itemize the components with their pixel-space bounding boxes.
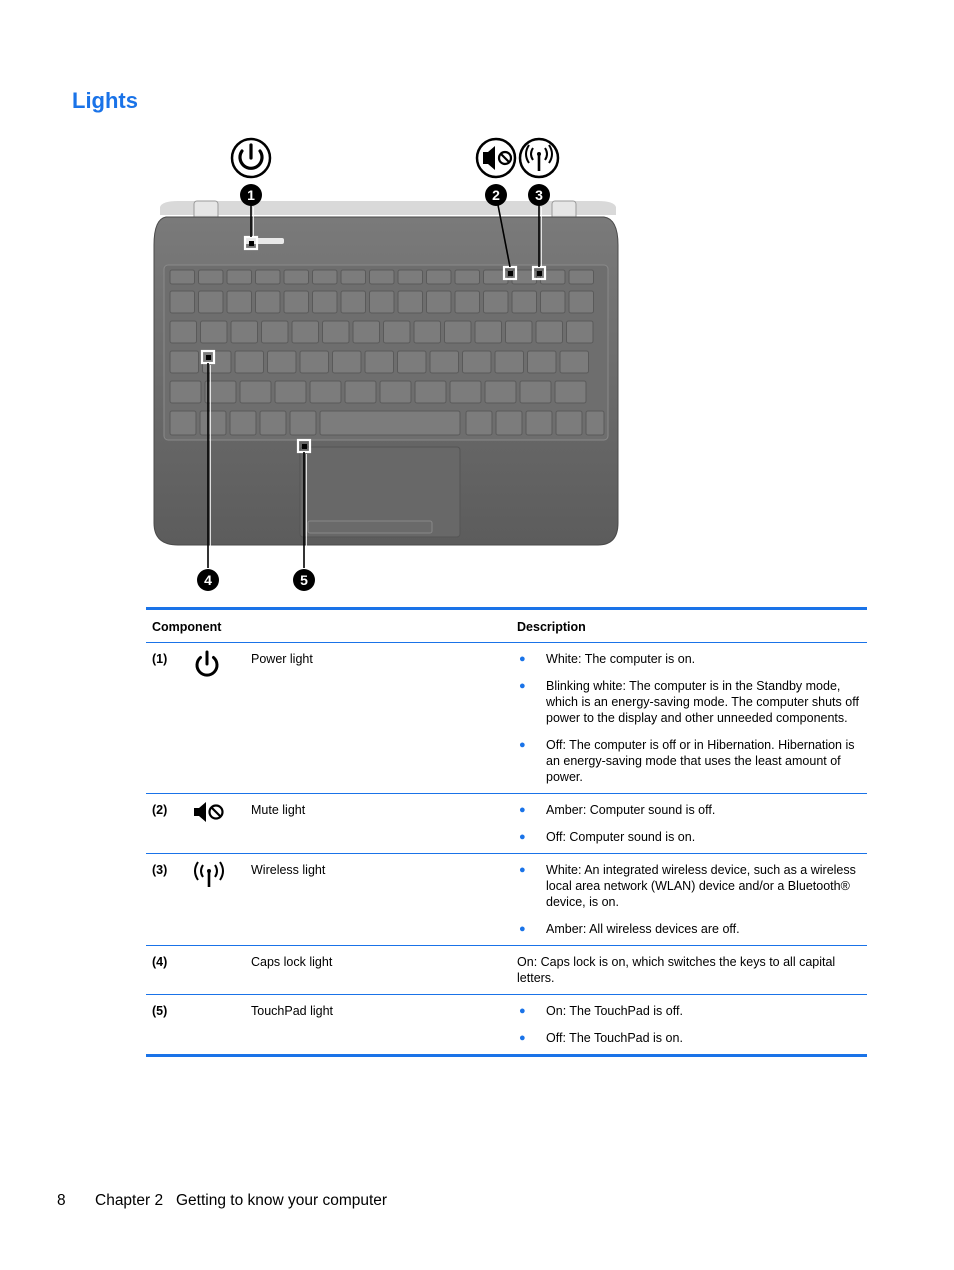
description-text: Amber: Computer sound is off.: [546, 803, 716, 817]
keyboard-key: [205, 381, 236, 403]
marker-dot-caps: [206, 355, 211, 360]
keyboard-key: [414, 321, 441, 343]
row-number: (5): [152, 1004, 168, 1018]
keyboard-key: [445, 321, 472, 343]
callout-1: [240, 184, 262, 206]
description-text: On: Caps lock is on, which switches the keys to all capital letters.: [517, 955, 836, 985]
row-number: (2): [146, 794, 186, 854]
keyboard-key: [427, 291, 452, 313]
keyboard-key: [341, 291, 366, 313]
keyboard-key: [170, 351, 199, 373]
description-item: [517, 1003, 861, 1019]
row-icon-cell: [186, 854, 245, 946]
keyboard-key: [200, 411, 226, 435]
keyboard-key: [170, 291, 195, 313]
callout-1-number: 1: [247, 187, 255, 203]
keyboard-key: [201, 321, 228, 343]
power-icon: [192, 668, 222, 682]
callout-5-number: 5: [300, 572, 308, 588]
keyboard-key: [398, 351, 427, 373]
description-item: [517, 651, 861, 667]
keyboard-key: [284, 270, 309, 284]
description-item: [517, 1030, 861, 1046]
wireless-icon: [192, 877, 226, 891]
page-number: 8: [57, 1192, 66, 1209]
bullet-icon: ●: [519, 923, 526, 935]
table-row: [146, 946, 867, 995]
keyboard-key: [586, 411, 604, 435]
page-footer: [57, 1192, 387, 1210]
laptop-illustration: [148, 135, 628, 600]
bullet-icon: ●: [519, 831, 526, 843]
marker-dot-touchpad: [302, 444, 307, 449]
description-list: [517, 862, 861, 937]
power-icon: [232, 139, 270, 177]
keyboard-key: [415, 381, 446, 403]
keyboard-key: [170, 321, 197, 343]
hinge-strip: [160, 201, 616, 215]
keyboard-key: [284, 291, 309, 313]
description-item: [517, 678, 861, 726]
keyboard-key: [466, 411, 492, 435]
keyboard-key: [353, 321, 380, 343]
keyboard-key: [398, 270, 423, 284]
keyboard-key: [256, 291, 281, 313]
keyboard-key: [567, 321, 594, 343]
bullet-icon: ●: [519, 864, 526, 876]
keyboard-key: [320, 411, 460, 435]
keyboard-key: [485, 381, 516, 403]
component-description: [511, 995, 867, 1055]
keyboard-key: [512, 291, 537, 313]
keyboard-key: [526, 411, 552, 435]
component-name: TouchPad light: [251, 1004, 334, 1018]
description-text: Off: The TouchPad is on.: [546, 1031, 683, 1045]
chapter-title: Chapter 2 Getting to know your computer: [95, 1192, 388, 1209]
keyboard-key: [556, 411, 582, 435]
component-name: Wireless light: [245, 854, 511, 946]
keyboard-key: [484, 291, 509, 313]
callout-3-number: 3: [535, 187, 543, 203]
description-list: [517, 1003, 861, 1046]
bullet-icon: ●: [519, 653, 526, 665]
keyboard-key: [227, 270, 252, 284]
bullet-icon: ●: [519, 1005, 526, 1017]
description-text: Amber: All wireless devices are off.: [546, 922, 740, 936]
keyboard-key: [275, 381, 306, 403]
keyboard-key: [227, 291, 252, 313]
keyboard-key: [370, 270, 395, 284]
marker-dot-power: [249, 241, 254, 246]
keyboard-key: [256, 270, 281, 284]
keyboard-key: [560, 351, 589, 373]
keyboard-key: [310, 381, 341, 403]
description-item: [517, 921, 861, 937]
row-number: (3): [146, 854, 186, 946]
description-text: On: The TouchPad is off.: [546, 1004, 683, 1018]
keyboard-key: [300, 351, 329, 373]
keyboard-key: [463, 351, 492, 373]
row-icon-cell: [186, 946, 245, 995]
keyboard-key: [199, 291, 224, 313]
lights-table: [146, 607, 867, 1057]
description-text: White: An integrated wireless device, such as a wireless local area network (WLAN) device and/or a Bluetooth® device, is on.: [546, 863, 856, 909]
keyboard-key: [170, 381, 201, 403]
description-item: [517, 829, 861, 845]
keyboard-key: [235, 351, 264, 373]
component-name: Mute light: [245, 794, 511, 854]
row-icon-cell: [186, 643, 245, 794]
table-header-row: [146, 610, 867, 643]
header-component: Component: [146, 610, 511, 643]
description-list: [517, 651, 861, 785]
keyboard-key: [475, 321, 502, 343]
keyboard-key: [345, 381, 376, 403]
keyboard-key: [240, 381, 271, 403]
wireless-icon: [520, 139, 558, 177]
keyboard-key: [323, 321, 350, 343]
bullet-icon: ●: [519, 804, 526, 816]
keyboard-key: [520, 381, 551, 403]
keyboard-key: [495, 351, 524, 373]
keyboard-key: [450, 381, 481, 403]
component-description: [511, 794, 867, 854]
component-name: Power light: [245, 643, 511, 794]
keyboard-key: [199, 270, 224, 284]
component-description: [511, 946, 867, 995]
keyboard-key: [333, 351, 362, 373]
bullet-icon: ●: [519, 680, 526, 692]
description-item: [517, 862, 861, 910]
component-description: [511, 643, 867, 794]
keyboard-key: [555, 381, 586, 403]
callout-2-number: 2: [492, 187, 500, 203]
keyboard-key: [380, 381, 411, 403]
callout-3: [528, 184, 550, 206]
keyboard-key: [528, 351, 557, 373]
keyboard-key: [506, 321, 533, 343]
description-text: Blinking white: The computer is in the Standby mode, which is an energy-saving mode. The computer shuts off power to the display and other unneeded components.: [546, 679, 859, 725]
touchpad-buttons: [308, 521, 432, 533]
table-row: [146, 794, 867, 854]
bullet-icon: ●: [519, 1032, 526, 1044]
laptop-lights-figure: [148, 135, 628, 600]
mute-icon: [192, 813, 226, 827]
keyboard-key: [398, 291, 423, 313]
row-number: (1): [146, 643, 186, 794]
keyboard-key: [170, 270, 195, 284]
description-list: [517, 802, 861, 845]
mute-icon: [477, 139, 515, 177]
keyboard-key: [541, 291, 566, 313]
keyboard-key: [292, 321, 319, 343]
marker-dot-wireless: [537, 271, 542, 276]
description-text: White: The computer is on.: [546, 652, 696, 666]
description-item: [517, 802, 861, 818]
keyboard-key: [455, 291, 480, 313]
page-title: Lights: [72, 88, 138, 113]
keyboard-key: [365, 351, 394, 373]
keyboard-key: [496, 411, 522, 435]
keyboard-key: [455, 270, 480, 284]
keyboard-key: [384, 321, 411, 343]
callout-4: [197, 569, 219, 591]
keyboard-key: [569, 270, 594, 284]
table-row: [146, 995, 867, 1055]
row-icon-cell: [186, 995, 245, 1055]
keyboard-key: [341, 270, 366, 284]
keyboard-key: [313, 291, 338, 313]
description-text: Off: Computer sound is on.: [546, 830, 696, 844]
keyboard-key: [370, 291, 395, 313]
keyboard-key: [536, 321, 563, 343]
keyboard-key: [313, 270, 338, 284]
table-bottom-rule: [146, 1054, 867, 1057]
keyboard-key: [290, 411, 316, 435]
keyboard-key: [569, 291, 594, 313]
keyboard-key: [427, 270, 452, 284]
keyboard-key: [262, 321, 289, 343]
component-description: [511, 854, 867, 946]
table-row: [146, 854, 867, 946]
bullet-icon: ●: [519, 739, 526, 751]
callout-2: [485, 184, 507, 206]
table-row: [146, 643, 867, 794]
keyboard-key: [260, 411, 286, 435]
callout-4-number: 4: [204, 572, 212, 588]
keyboard-key: [230, 411, 256, 435]
component-name: Caps lock light: [245, 946, 511, 995]
callout-5: [293, 569, 315, 591]
keyboard-key: [430, 351, 459, 373]
keyboard-key: [268, 351, 297, 373]
description-item: [517, 737, 861, 785]
header-description: Description: [511, 610, 867, 643]
row-icon-cell: [186, 794, 245, 854]
description-text: Off: The computer is off or in Hibernation. Hibernation is an energy-saving mode that uses the least amount of power.: [546, 738, 855, 784]
marker-dot-mute: [508, 271, 513, 276]
keyboard-key: [170, 411, 196, 435]
keyboard-key: [231, 321, 258, 343]
row-number: (4): [146, 946, 186, 995]
